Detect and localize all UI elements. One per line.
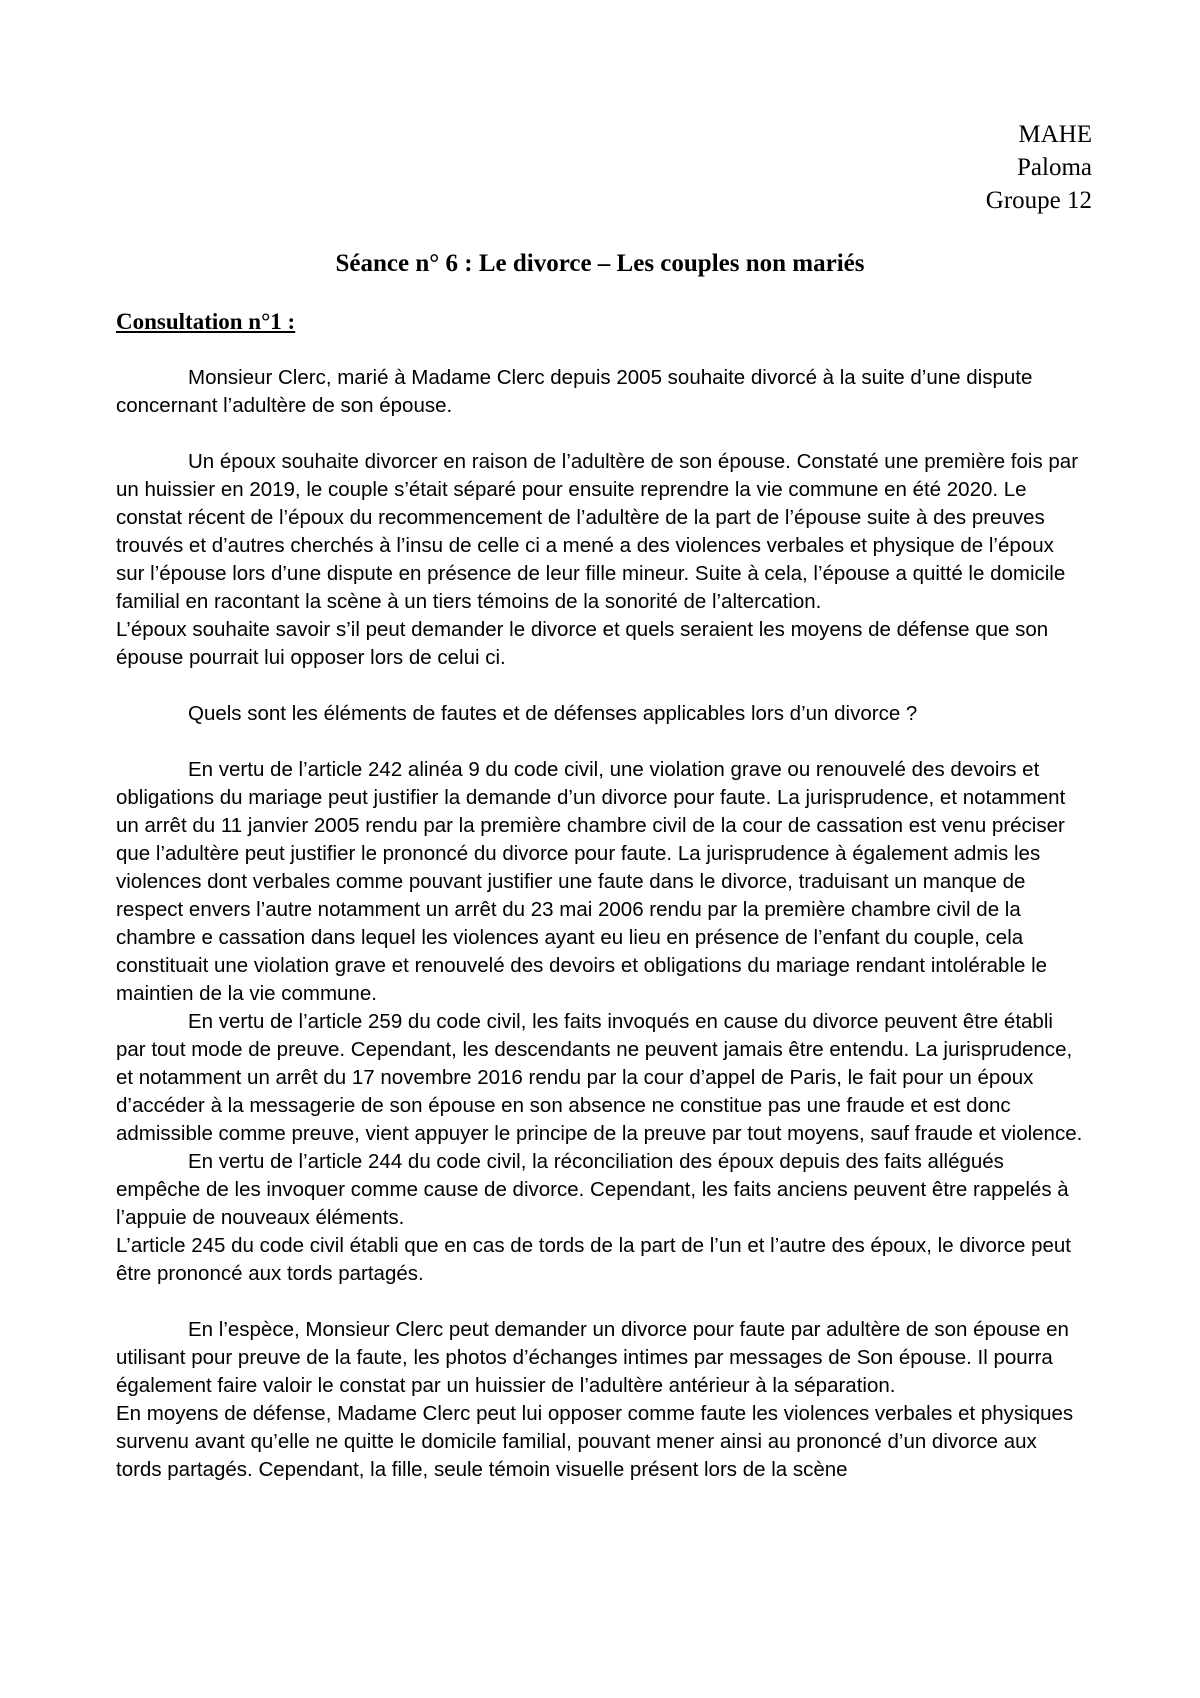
section-heading: Consultation n°1 : — [116, 309, 296, 334]
paragraph-article-245: L’article 245 du code civil établi que en cas de tords de la part de l’un et l’autre des époux, le divorce peut être prononcé aux tords partagés. — [116, 1234, 1071, 1285]
document-title: Séance n° 6 : Le divorce – Les couples non mariés — [335, 250, 865, 277]
document-body — [116, 364, 1084, 1484]
author-surname: MAHE — [1018, 121, 1092, 148]
paragraph-facts: Un époux souhaite divorcer en raison de l’adultère de son épouse. Constaté une première fois par un huissier en 2019, le couple s’était séparé pour ensuite reprendre la vie commune en été 2020. Le constat récent de l’époux du recommencement de l’adultère de la part de l’épouse suite à des preuves trouvés et d’autres cherchés à l’insu de celle ci a mené a des violences verbales et physique de l’époux sur l’épouse lors d’une dispute en présence de leur fille mineur. Suite à cela, l’épouse a quitté le domicile familial en racontant la scène à un tiers témoins de la sonorité de l’altercation. — [116, 450, 1079, 613]
paragraph-article-242: En vertu de l’article 242 alinéa 9 du code civil, une violation grave ou renouvelé des devoirs et obligations du mariage peut justifier la demande d’un divorce pour faute. La jurisprudence, et notamment un arrêt du 11 janvier 2005 rendu par la première chambre civil de la cour de cassation est venu préciser que l’adultère peut justifier le prononcé du divorce pour faute. La jurisprudence à également admis les violences dont verbales comme pouvant justifier une faute dans le divorce, traduisant un manque de respect envers l’autre notamment un arrêt du 23 mai 2006 rendu par la première chambre civil de la chambre e cassation dans lequel les violences ayant eu lieu en présence de l’enfant du couple, cela constituait une violation grave et renouvelé des devoirs et obligations du mariage rendant intolérable le maintien de la vie commune. — [116, 758, 1066, 1005]
author-firstname: Paloma — [1017, 154, 1092, 181]
paragraph-article-244: En vertu de l’article 244 du code civil, la réconciliation des époux depuis des faits allégués empêche de les invoquer comme cause de divorce. Cependant, les faits anciens peuvent être rappelés à l’appuie de nouveaux éléments. — [116, 1150, 1069, 1229]
paragraph-application: En l’espèce, Monsieur Clerc peut demander un divorce pour faute par adultère de son épouse en utilisant pour preuve de la faute, les photos d’échanges intimes par messages de Son épouse. Il pourra également faire valoir le constat par un huissier de l’adultère antérieur à la séparation. — [116, 1318, 1069, 1397]
paragraph-legal-question: Quels sont les éléments de fautes et de défenses applicables lors d’un divorce ? — [188, 702, 918, 725]
paragraph-request: L’époux souhaite savoir s’il peut demander le divorce et quels seraient les moyens de défense que son épouse pourrait lui opposer lors de celui ci. — [116, 618, 1049, 669]
paragraph-defense: En moyens de défense, Madame Clerc peut lui opposer comme faute les violences verbales et physiques survenu avant qu’elle ne quitte le domicile familial, pouvant mener ainsi au prononcé d’un divorce aux tords partagés. Cependant, la fille, seule témoin visuelle présent lors de la scène — [116, 1402, 1074, 1481]
author-block — [986, 118, 1092, 217]
author-group: Groupe 12 — [985, 187, 1092, 214]
paragraph-intro: Monsieur Clerc, marié à Madame Clerc depuis 2005 souhaite divorcé à la suite d’une dispute concernant l’adultère de son épouse. — [116, 366, 1033, 417]
paragraph-article-259: En vertu de l’article 259 du code civil, les faits invoqués en cause du divorce peuvent être établi par tout mode de preuve. Cependant, les descendants ne peuvent jamais être entendu. La jurisprudence, et notamment un arrêt du 17 novembre 2016 rendu par la cour d’appel de Paris, le fait pour un époux d’accéder à la messagerie de son épouse en son absence ne constitue pas une fraude et est donc admissible comme preuve, vient appuyer le principe de la preuve par tout moyens, sauf fraude et violence. — [116, 1010, 1083, 1145]
